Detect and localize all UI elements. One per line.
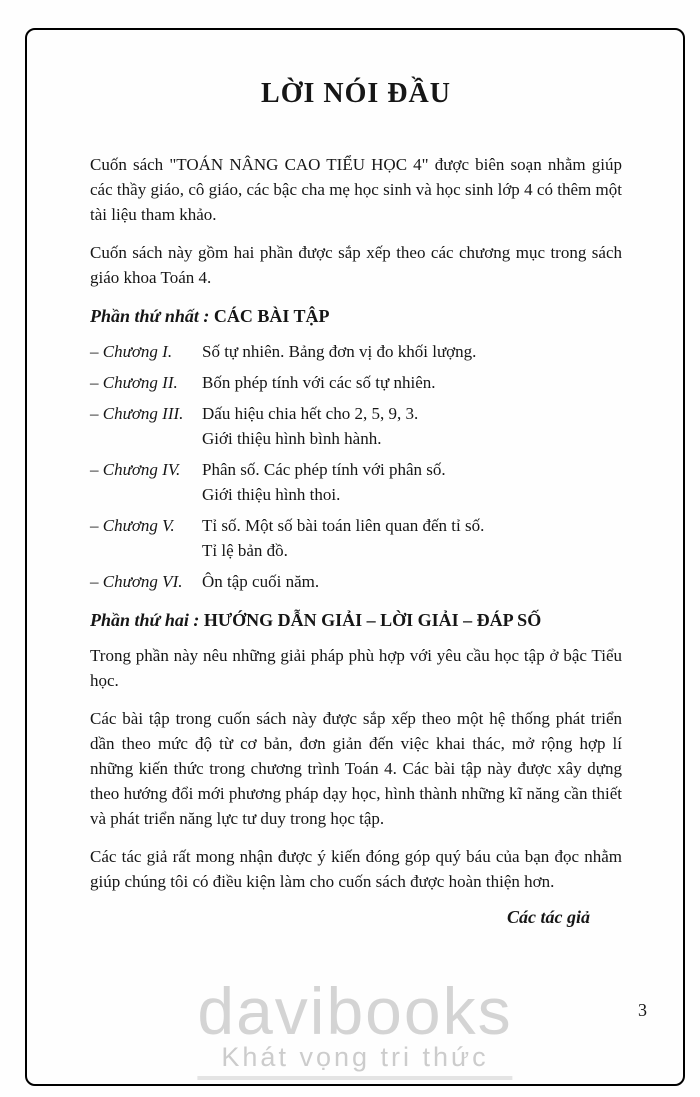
chapter-row-6 bbox=[90, 569, 622, 594]
body-paragraph: Các bài tập trong cuốn sách này được sắp xếp theo một hệ thống phát triển dần theo mức độ từ cơ bản, đơn giản đến việc khai thác, mở rộng hợp lí những kiến thức trong chương trình Toán 4. Các bài tập này được xây dựng theo hướng đổi mới phương pháp dạy học, hình thành những kĩ năng cần thiết và phát triển năng lực tư duy trong học tập. bbox=[90, 709, 622, 828]
intro-paragraph: Cuốn sách này gồm hai phần được sắp xếp theo các chương mục trong sách giáo khoa Toán 4. bbox=[90, 243, 622, 287]
part2-label: Phần thứ hai : bbox=[90, 610, 200, 630]
body-paragraph: Các tác giả rất mong nhận được ý kiến đóng góp quý báu của bạn đọc nhằm giúp chúng tôi có điều kiện làm cho cuốn sách được hoàn thiện hơn. bbox=[90, 847, 622, 891]
watermark bbox=[197, 974, 513, 1080]
chapter-line: Phân số. Các phép tính với phân số. bbox=[202, 460, 446, 479]
chapter-line: Giới thiệu hình thoi. bbox=[202, 485, 341, 504]
page-content bbox=[90, 78, 622, 928]
part1-label: Phần thứ nhất : bbox=[90, 306, 210, 326]
body-paragraph: Trong phần này nêu những giải pháp phù hợp với yêu cầu học tập ở bậc Tiểu học. bbox=[90, 646, 622, 690]
chapter-text bbox=[202, 457, 622, 507]
part2-heading bbox=[90, 610, 622, 631]
chapter-line: Tỉ lệ bản đồ. bbox=[202, 541, 288, 560]
chapter-label: – Chương VI. bbox=[90, 572, 183, 591]
part2-title: HƯỚNG DẪN GIẢI – LỜI GIẢI – ĐÁP SỐ bbox=[203, 610, 542, 630]
page-title: LỜI NÓI ĐẦU bbox=[261, 78, 451, 109]
chapter-row-3 bbox=[90, 401, 622, 451]
chapter-line: Tỉ số. Một số bài toán liên quan đến tỉ số. bbox=[202, 516, 485, 535]
chapter-label: – Chương I. bbox=[90, 342, 173, 361]
chapter-line: Ôn tập cuối năm. bbox=[202, 572, 320, 591]
chapter-label: – Chương II. bbox=[90, 373, 178, 392]
chapter-line: Số tự nhiên. Bảng đơn vị đo khối lượng. bbox=[202, 342, 477, 361]
chapter-row-2 bbox=[90, 370, 622, 395]
page-number: 3 bbox=[638, 1000, 647, 1020]
intro-paragraph: Cuốn sách "TOÁN NÂNG CAO TIỂU HỌC 4" được biên soạn nhằm giúp các thầy giáo, cô giáo, các bậc cha mẹ học sinh và học sinh lớp 4 có thêm một tài liệu tham khảo. bbox=[90, 155, 622, 224]
chapter-row-1 bbox=[90, 339, 622, 364]
chapter-text bbox=[202, 569, 622, 594]
chapter-text bbox=[202, 370, 622, 395]
chapter-label: – Chương V. bbox=[90, 516, 175, 535]
chapter-line: Dấu hiệu chia hết cho 2, 5, 9, 3. bbox=[202, 404, 419, 423]
chapter-line: Giới thiệu hình bình hành. bbox=[202, 429, 382, 448]
watermark-slogan: Khát vọng tri thức bbox=[197, 1042, 512, 1080]
chapter-label: – Chương III. bbox=[90, 404, 184, 423]
chapter-line: Bốn phép tính với các số tự nhiên. bbox=[202, 373, 436, 392]
part1-title: CÁC BÀI TẬP bbox=[213, 306, 330, 326]
watermark-logo-text: davibooks bbox=[197, 974, 513, 1048]
part1-heading bbox=[90, 306, 622, 327]
chapter-text bbox=[202, 339, 622, 364]
authors-signature: Các tác giả bbox=[507, 907, 590, 927]
chapter-text bbox=[202, 401, 622, 451]
chapter-label: – Chương IV. bbox=[90, 460, 181, 479]
chapter-text bbox=[202, 513, 622, 563]
chapter-row-5 bbox=[90, 513, 622, 563]
chapter-row-4 bbox=[90, 457, 622, 507]
